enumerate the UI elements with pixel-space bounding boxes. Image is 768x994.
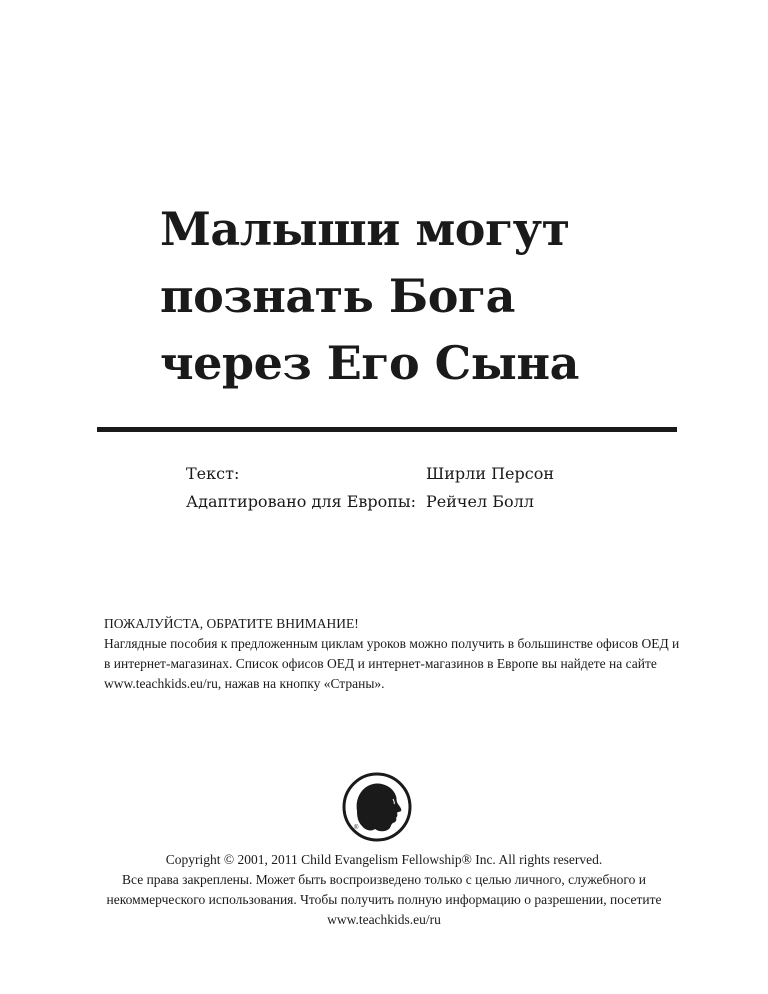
credit-label: Адаптировано для Европы: <box>186 492 417 511</box>
title-line-2: познать Бога <box>160 269 515 323</box>
credit-label: Текст: <box>186 464 240 483</box>
notice-block <box>104 614 684 694</box>
child-silhouette-icon <box>341 771 413 843</box>
copyright-line: Copyright © 2001, 2011 Child Evangelism Fellowship® Inc. All rights reserved. <box>165 852 603 867</box>
notice-heading: ПОЖАЛУЙСТА, ОБРАТИТЕ ВНИМАНИЕ! <box>104 616 359 631</box>
title-line-1: Малыши могут <box>160 202 570 256</box>
title-line-3: через Его Сына <box>160 336 579 390</box>
title-divider <box>97 427 677 432</box>
credit-value: Рейчел Болл <box>426 492 534 511</box>
book-title <box>160 196 720 397</box>
credit-value: Ширли Персон <box>426 464 554 483</box>
credit-row-adapter <box>186 488 554 516</box>
rights-text: Все права закреплены. Может быть воспроизведено только с целью личного, служебного и некоммерческого использования. Чтобы получить полную информацию о разрешении, посетите www.teachkids.eu/ru <box>106 872 662 927</box>
credit-row-author <box>186 460 554 488</box>
copyright-block <box>84 850 684 930</box>
credits-block <box>186 460 554 516</box>
registered-mark: ® <box>354 825 359 831</box>
notice-body: Наглядные пособия к предложенным циклам уроков можно получить в большинстве офисов ОЕД и в интернет-магазинах. Список офисов ОЕД и интернет-магазинов в Европе вы найдете на сайте www.teachkids.eu/ru, нажав на кнопку «Страны». <box>104 636 680 691</box>
